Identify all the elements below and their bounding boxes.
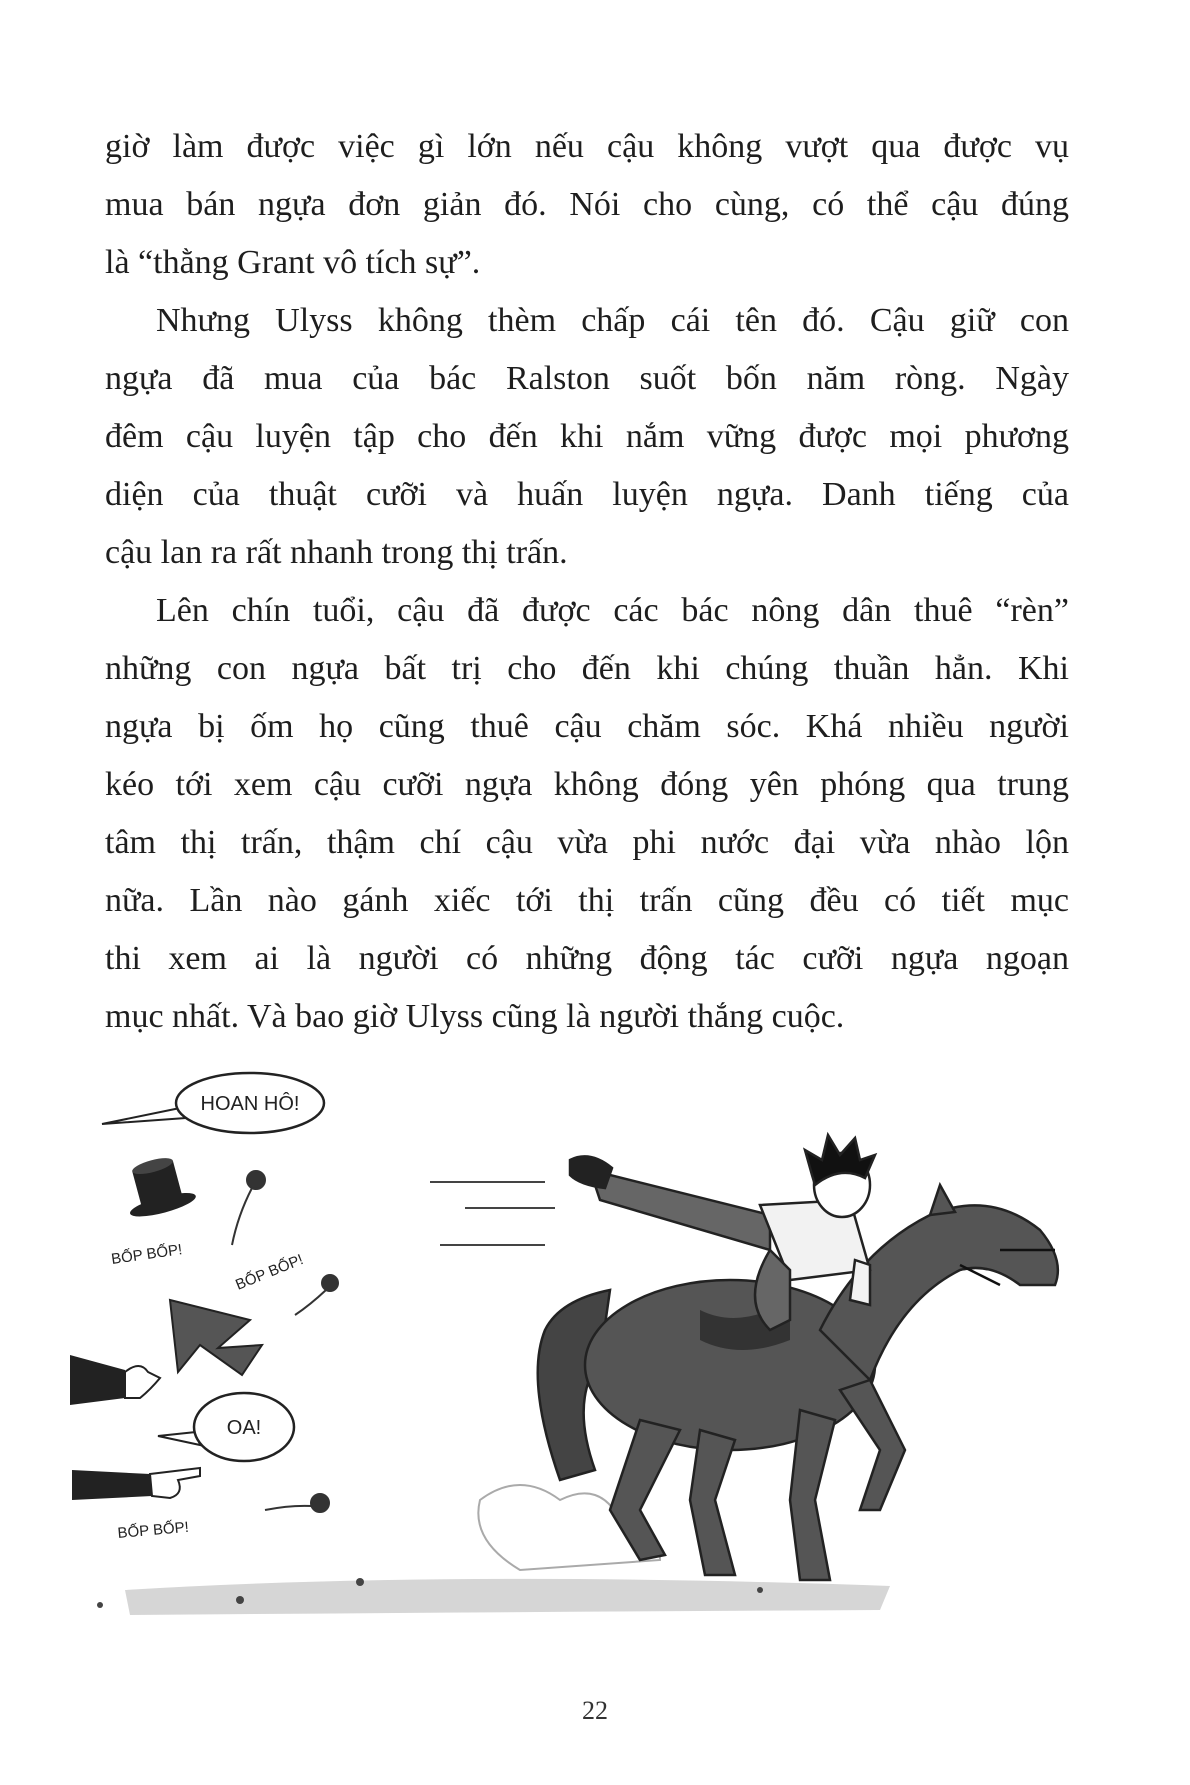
text-line: ngựa bị ốm họ cũng thuê cậu chăm sóc. Khá nhiều người — [105, 708, 1069, 745]
text-line: diện của thuật cưỡi và huấn luyện ngựa. Danh tiếng của — [105, 476, 1069, 513]
clap-sound-text: BỐP BỐP! — [110, 1241, 184, 1268]
text-line: những con ngựa bất trị cho đến khi chúng thuần hẳn. Khi — [105, 650, 1069, 687]
text-line: là “thằng Grant vô tích sự”. — [105, 244, 481, 281]
speech-bubble-wow — [158, 1393, 294, 1461]
pennant-flag-icon — [170, 1300, 262, 1375]
clap-sound-text: BỐP BỐP! — [116, 1518, 190, 1542]
page-number: 22 — [582, 1696, 608, 1725]
pointing-hand-icon — [72, 1468, 200, 1500]
text-line: tâm thị trấn, thậm chí cậu vừa phi nước đại vừa nhào lộn — [105, 824, 1069, 861]
bubble-text: HOAN HÔ! — [200, 1093, 300, 1115]
bubble-text: OA! — [226, 1417, 262, 1439]
clap-sound-text: BỐP BỐP! — [233, 1251, 306, 1294]
text-line: mục nhất. Và bao giờ Ulyss cũng là người thắng cuộc. — [105, 998, 845, 1035]
text-line: thi xem ai là người có những động tác cưỡi ngựa ngoạn — [105, 940, 1069, 977]
ground — [97, 1485, 890, 1615]
top-hat-icon — [118, 1152, 198, 1222]
text-line: Lên chín tuổi, cậu đã được các bác nông dân thuê “rèn” — [156, 592, 1069, 629]
text-line: đêm cậu luyện tập cho đến khi nắm vững được mọi phương — [105, 418, 1069, 455]
text-line: Nhưng Ulyss không thèm chấp cái tên đó. Cậu giữ con — [156, 302, 1069, 339]
text-line: kéo tới xem cậu cưỡi ngựa không đóng yên phóng qua trung — [105, 766, 1069, 803]
waving-hand-icon — [70, 1355, 160, 1405]
text-line: nữa. Lần nào gánh xiếc tới thị trấn cũng đều có tiết mục — [105, 882, 1069, 919]
speech-bubble-cheer — [102, 1073, 324, 1133]
text-line: giờ làm được việc gì lớn nếu cậu không vượt qua được vụ — [105, 128, 1069, 165]
text-line: cậu lan ra rất nhanh trong thị trấn. — [105, 534, 568, 571]
text-line: mua bán ngựa đơn giản đó. Nói cho cùng, có thể cậu đúng — [105, 186, 1069, 223]
text-line: ngựa đã mua của bác Ralston suốt bốn năm ròng. Ngày — [105, 360, 1069, 397]
speed-lines — [430, 1182, 555, 1245]
